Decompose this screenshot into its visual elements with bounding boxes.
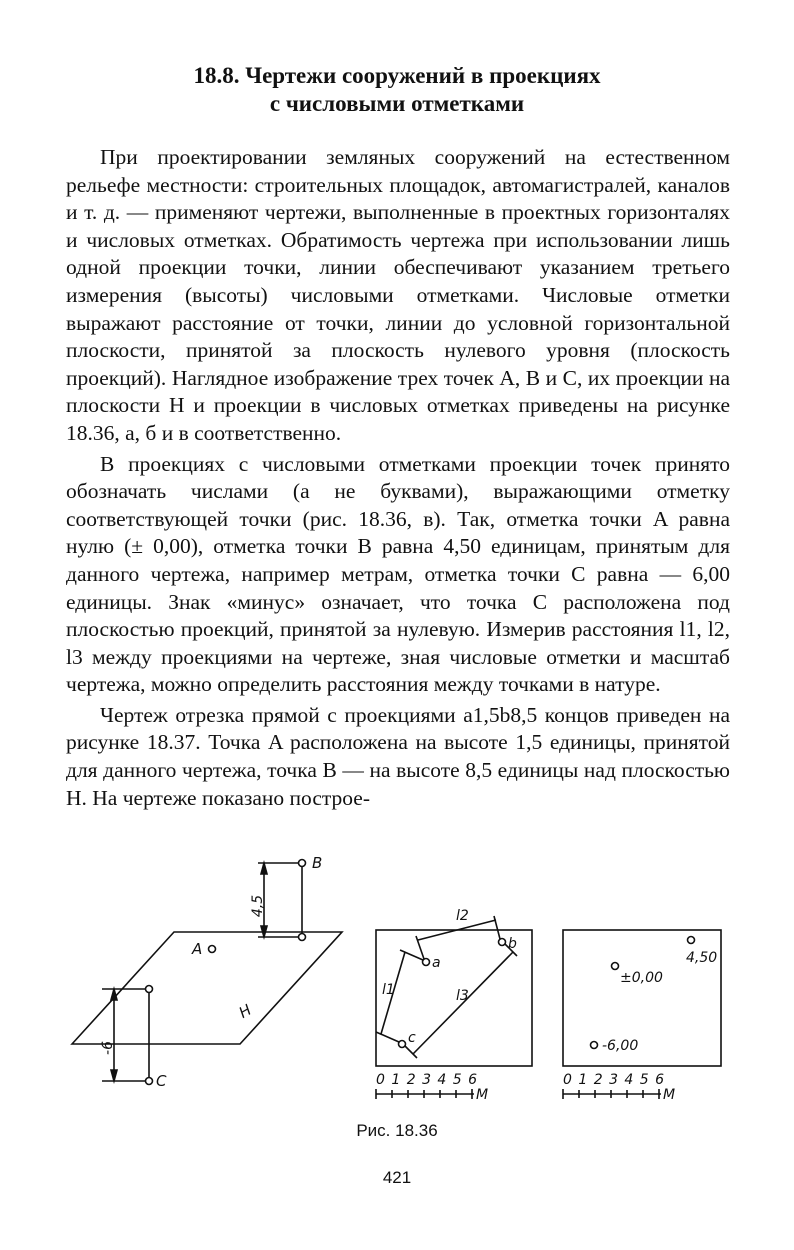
label-point-a: A	[192, 940, 203, 958]
label-l3: l3	[456, 988, 469, 1004]
scale-c-digits: 0 1 2 3 4 5 6	[563, 1072, 666, 1088]
label-dim-lower: -6	[100, 1041, 116, 1055]
paragraph-3: Чертеж отрезка прямой с проекциями a1,5b8,5 концов приведен на рисунке 18.37. Точка A расположена на высоте 1,5 единицы, принятой для данного чертежа, точка B — на высоте 8,5 единицы над плоскостью H. На чертеже показано построе-	[66, 702, 730, 810]
point-b-proj-marker	[499, 939, 506, 946]
label-dim-upper: 4,5	[250, 894, 266, 918]
dim-lower-arrow-top	[111, 989, 117, 1000]
point-a-proj-marker	[423, 959, 430, 966]
label-point-b: B	[312, 854, 323, 872]
figure-part-a	[72, 854, 342, 1090]
dim-upper-arrow-bottom	[261, 926, 267, 937]
l2-ext-b	[494, 916, 500, 939]
point-b-projection-marker	[299, 934, 306, 941]
mark-a-marker	[612, 963, 619, 970]
mark-b-marker	[688, 937, 695, 944]
point-c-projection-marker	[146, 986, 153, 993]
label-mark-c: -6,00	[602, 1038, 639, 1054]
label-l1: l1	[382, 982, 395, 998]
point-c-marker	[146, 1078, 153, 1085]
label-c: c	[408, 1030, 416, 1046]
label-l2: l2	[456, 908, 469, 924]
scale-b-digits: 0 1 2 3 4 5 6	[376, 1072, 479, 1088]
point-b-marker	[299, 860, 306, 867]
plane-h-parallelogram	[72, 932, 342, 1044]
label-point-c: C	[156, 1072, 167, 1090]
label-a: a	[432, 955, 441, 971]
mark-c-marker	[591, 1042, 598, 1049]
l1-ext-c	[376, 1032, 399, 1042]
heading-line-1: 18.8. Чертежи сооружений в проекциях	[193, 63, 601, 88]
paragraph-1: При проектировании земляных сооружений на естественном рельефе местности: строительных площадок, автомагистралей, каналов и т. д. — применяют чертежи, выполненные в проектных горизонталях и числовых отметках. Обратимость чертежа при использовании лишь одной проекции точки, линии обеспечивают указанием третьего измерения (высоты) числовыми отметками. Числовые отметки выражают расстояние от точки, линии до условной горизонтальной плоскости, принятой за плоскость нулевого уровня (плоскость проекций). Наглядное изображение трех точек A, B и C, их проекции на плоскости H и проекции в числовых отметках приведены на рисунке 18.36, а, б и в соответственно.	[66, 145, 730, 445]
heading-line-2: с числовыми отметками	[269, 91, 525, 116]
figure-part-c	[563, 930, 721, 1103]
body-text	[66, 144, 730, 812]
paragraph-2: В проекциях с числовыми отметками проекции точек принято обозначать числами (а не буквами), выражающими отметку соответствующей точки (рис. 18.36, в). Так, отметка точки A равна нулю (± 0,00), отметка точки B равна 4,50 единицам, принятым для данного чертежа, например метрам, отметка точки C равна — 6,00 единицы. Знак «минус» означает, что точка C расположена под плоскостью проекций, принятой за нулевую. Измерив расстояния l1, l2, l3 между проекциями на чертеже, зная числовые отметки и масштаб чертежа, можно определить расстояния между точками в натуре.	[66, 451, 730, 697]
dim-lower-arrow-bottom	[111, 1070, 117, 1081]
figure-18-36	[70, 848, 750, 1118]
point-c-proj-marker	[399, 1041, 406, 1048]
point-a-marker	[209, 946, 216, 953]
label-mark-a: ±0,00	[620, 970, 663, 986]
scale-c-unit: M	[663, 1087, 676, 1103]
label-plane-h: H	[235, 1000, 255, 1022]
label-b: b	[508, 936, 517, 952]
label-mark-b: 4,50	[686, 950, 718, 966]
figure-caption: Рис. 18.36	[356, 1121, 438, 1140]
dim-upper-arrow-top	[261, 863, 267, 874]
section-heading	[60, 62, 734, 118]
figure-part-b	[376, 908, 532, 1103]
figure-drawing	[70, 848, 750, 1118]
page-number: 421	[382, 1168, 412, 1187]
scale-b-unit: M	[476, 1087, 489, 1103]
